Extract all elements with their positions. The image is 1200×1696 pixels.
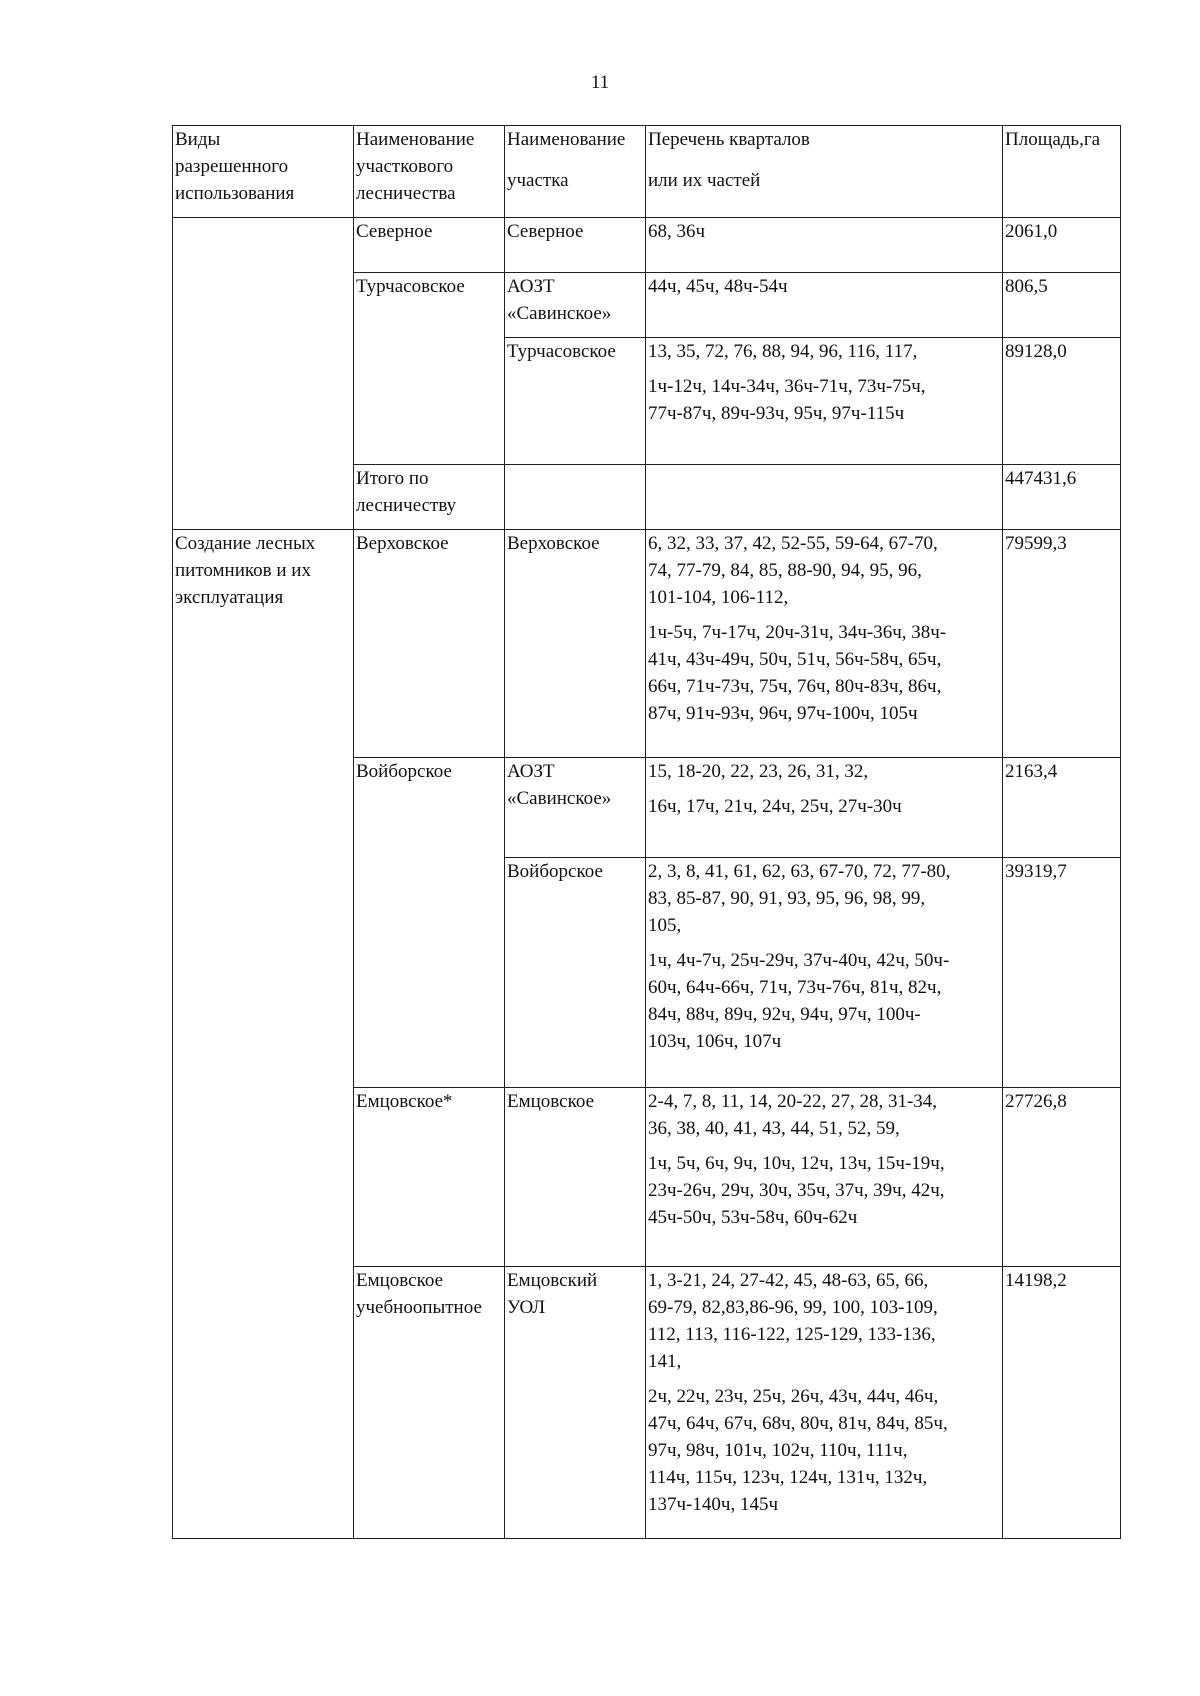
kvartaly-line: 141, [648, 1351, 682, 1372]
page-number: 11 [590, 72, 610, 93]
kvartaly-line: 66ч, 71ч-73ч, 75ч, 76ч, 80ч-83ч, 86ч, [648, 676, 942, 697]
kvartaly-line: 105, [648, 915, 682, 936]
kvartaly-line: 101-104, 106-112, [648, 587, 789, 608]
kvartaly-line: 23ч-26ч, 29ч, 30ч, 35ч, 37ч, 39ч, 42ч, [648, 1180, 945, 1201]
kvartaly-line: 2, 3, 8, 41, 61, 62, 63, 67-70, 72, 77-80, [648, 861, 951, 882]
kvartaly-line: 45ч-50ч, 53ч-58ч, 60ч-62ч [648, 1207, 858, 1228]
kvartaly-line: 83, 85-87, 90, 91, 93, 95, 96, 98, 99, [648, 888, 926, 909]
lesnichestvo-line: лесничеству [356, 495, 457, 516]
kvartaly-cell [646, 758, 1003, 858]
lesnichestvo-cell [354, 1267, 505, 1539]
kvartaly-line: 16ч, 17ч, 21ч, 24ч, 25ч, 27ч-30ч [648, 796, 902, 817]
kvartaly-line: 47ч, 64ч, 67ч, 68ч, 80ч, 81ч, 84ч, 85ч, [648, 1413, 948, 1434]
kvartaly-cell [646, 338, 1003, 465]
uchastok-line: УОЛ [507, 1297, 546, 1318]
kvartaly-cell [646, 1088, 1003, 1267]
kvartaly-cell [646, 530, 1003, 758]
header-vid [173, 126, 354, 218]
header-kvartaly [646, 126, 1003, 218]
kvartaly-cell [646, 858, 1003, 1088]
kvartaly-line: 97ч, 98ч, 101ч, 102ч, 110ч, 111ч, [648, 1440, 908, 1461]
uchastok-cell [505, 1267, 646, 1539]
area-cell: 14198,2 [1003, 1267, 1121, 1539]
table-row [173, 530, 1121, 758]
uchastok-cell: Емцовское [505, 1088, 646, 1267]
vid-line: питомников и их [175, 560, 311, 581]
header-text: участкового [356, 156, 454, 177]
kvartaly-line: 1ч, 4ч-7ч, 25ч-29ч, 37ч-40ч, 42ч, 50ч- [648, 950, 950, 971]
lesnichestvo-cell: Турчасовское [354, 273, 505, 465]
lesnichestvo-cell: Северное [354, 218, 505, 273]
kvartaly-cell [646, 218, 1003, 273]
header-ploshchad: Площадь,га [1003, 126, 1121, 218]
kvartaly-line: 69-79, 82,83,86-96, 99, 100, 103-109, [648, 1297, 938, 1318]
kvartaly-line: 114ч, 115ч, 123ч, 124ч, 131ч, 132ч, [648, 1467, 928, 1488]
uchastok-cell [505, 465, 646, 530]
header-text: или их частей [648, 170, 761, 191]
lesnichestvo-line: Итого по [356, 468, 429, 489]
lesnichestvo-line: учебноопытное [356, 1297, 482, 1318]
lesnichestvo-cell: Емцовское* [354, 1088, 505, 1267]
header-text: Наименование [507, 129, 626, 150]
vid-cell [173, 218, 354, 530]
header-text: Наименование [356, 129, 475, 150]
header-text: участка [507, 170, 569, 191]
area-cell: 447431,6 [1003, 465, 1121, 530]
area-cell: 89128,0 [1003, 338, 1121, 465]
kvartaly-line: 41ч, 43ч-49ч, 50ч, 51ч, 56ч-58ч, 65ч, [648, 649, 942, 670]
table-header-row [173, 126, 1121, 218]
uchastok-cell: Северное [505, 218, 646, 273]
kvartaly-line: 84ч, 88ч, 89ч, 92ч, 94ч, 97ч, 100ч- [648, 1004, 921, 1025]
kvartaly-line: 36, 38, 40, 41, 43, 44, 51, 52, 59, [648, 1118, 900, 1139]
header-text: Перечень кварталов [648, 129, 810, 150]
area-cell: 806,5 [1003, 273, 1121, 338]
kvartaly-line: 74, 77-79, 84, 85, 88-90, 94, 95, 96, [648, 560, 922, 581]
forest-use-table [172, 125, 1121, 1539]
area-cell: 2163,4 [1003, 758, 1121, 858]
area-cell: 2061,0 [1003, 218, 1121, 273]
lesnichestvo-line: Емцовское [356, 1270, 444, 1291]
kvartaly-line: 137ч-140ч, 145ч [648, 1494, 778, 1515]
uchastok-line: «Савинское» [507, 303, 612, 324]
vid-line: эксплуатация [175, 587, 284, 608]
kvartaly-line: 68, 36ч [648, 221, 706, 242]
kvartaly-cell [646, 273, 1003, 338]
area-cell: 79599,3 [1003, 530, 1121, 758]
lesnichestvo-cell [354, 465, 505, 530]
kvartaly-line: 6, 32, 33, 37, 42, 52-55, 59-64, 67-70, [648, 533, 938, 554]
kvartaly-line: 60ч, 64ч-66ч, 71ч, 73ч-76ч, 81ч, 82ч, [648, 977, 942, 998]
kvartaly-line: 1ч, 5ч, 6ч, 9ч, 10ч, 12ч, 13ч, 15ч-19ч, [648, 1153, 945, 1174]
area-cell: 39319,7 [1003, 858, 1121, 1088]
header-uchastok [505, 126, 646, 218]
kvartaly-cell [646, 1267, 1003, 1539]
kvartaly-line: 103ч, 106ч, 107ч [648, 1031, 782, 1052]
kvartaly-line: 13, 35, 72, 76, 88, 94, 96, 116, 117, [648, 341, 918, 362]
uchastok-cell: Турчасовское [505, 338, 646, 465]
uchastok-line: «Савинское» [507, 788, 612, 809]
vid-line: Создание лесных [175, 533, 316, 554]
kvartaly-line: 87ч, 91ч-93ч, 96ч, 97ч-100ч, 105ч [648, 703, 918, 724]
header-text: разрешенного [175, 156, 289, 177]
lesnichestvo-cell: Войборское [354, 758, 505, 1088]
uchastok-line: АОЗТ [507, 276, 555, 297]
table-row [173, 218, 1121, 273]
header-text: Виды [175, 129, 221, 150]
kvartaly-line: 2-4, 7, 8, 11, 14, 20-22, 27, 28, 31-34, [648, 1091, 938, 1112]
lesnichestvo-cell: Верховское [354, 530, 505, 758]
kvartaly-cell [646, 465, 1003, 530]
kvartaly-line: 77ч-87ч, 89ч-93ч, 95ч, 97ч-115ч [648, 403, 905, 424]
area-cell: 27726,8 [1003, 1088, 1121, 1267]
kvartaly-line: 1ч-5ч, 7ч-17ч, 20ч-31ч, 34ч-36ч, 38ч- [648, 622, 947, 643]
kvartaly-line: 2ч, 22ч, 23ч, 25ч, 26ч, 43ч, 44ч, 46ч, [648, 1386, 939, 1407]
kvartaly-line: 1ч-12ч, 14ч-34ч, 36ч-71ч, 73ч-75ч, [648, 376, 926, 397]
kvartaly-line: 112, 113, 116-122, 125-129, 133-136, [648, 1324, 936, 1345]
uchastok-cell: Войборское [505, 858, 646, 1088]
header-lesnichestvo [354, 126, 505, 218]
kvartaly-line: 44ч, 45ч, 48ч-54ч [648, 276, 788, 297]
uchastok-cell [505, 758, 646, 858]
kvartaly-line: 15, 18-20, 22, 23, 26, 31, 32, [648, 761, 869, 782]
uchastok-line: АОЗТ [507, 761, 555, 782]
header-text: лесничества [356, 183, 456, 204]
uchastok-line: Емцовский [507, 1270, 598, 1291]
header-text: использования [175, 183, 295, 204]
vid-cell [173, 530, 354, 1539]
kvartaly-line: 1, 3-21, 24, 27-42, 45, 48-63, 65, 66, [648, 1270, 929, 1291]
uchastok-cell: Верховское [505, 530, 646, 758]
uchastok-cell [505, 273, 646, 338]
